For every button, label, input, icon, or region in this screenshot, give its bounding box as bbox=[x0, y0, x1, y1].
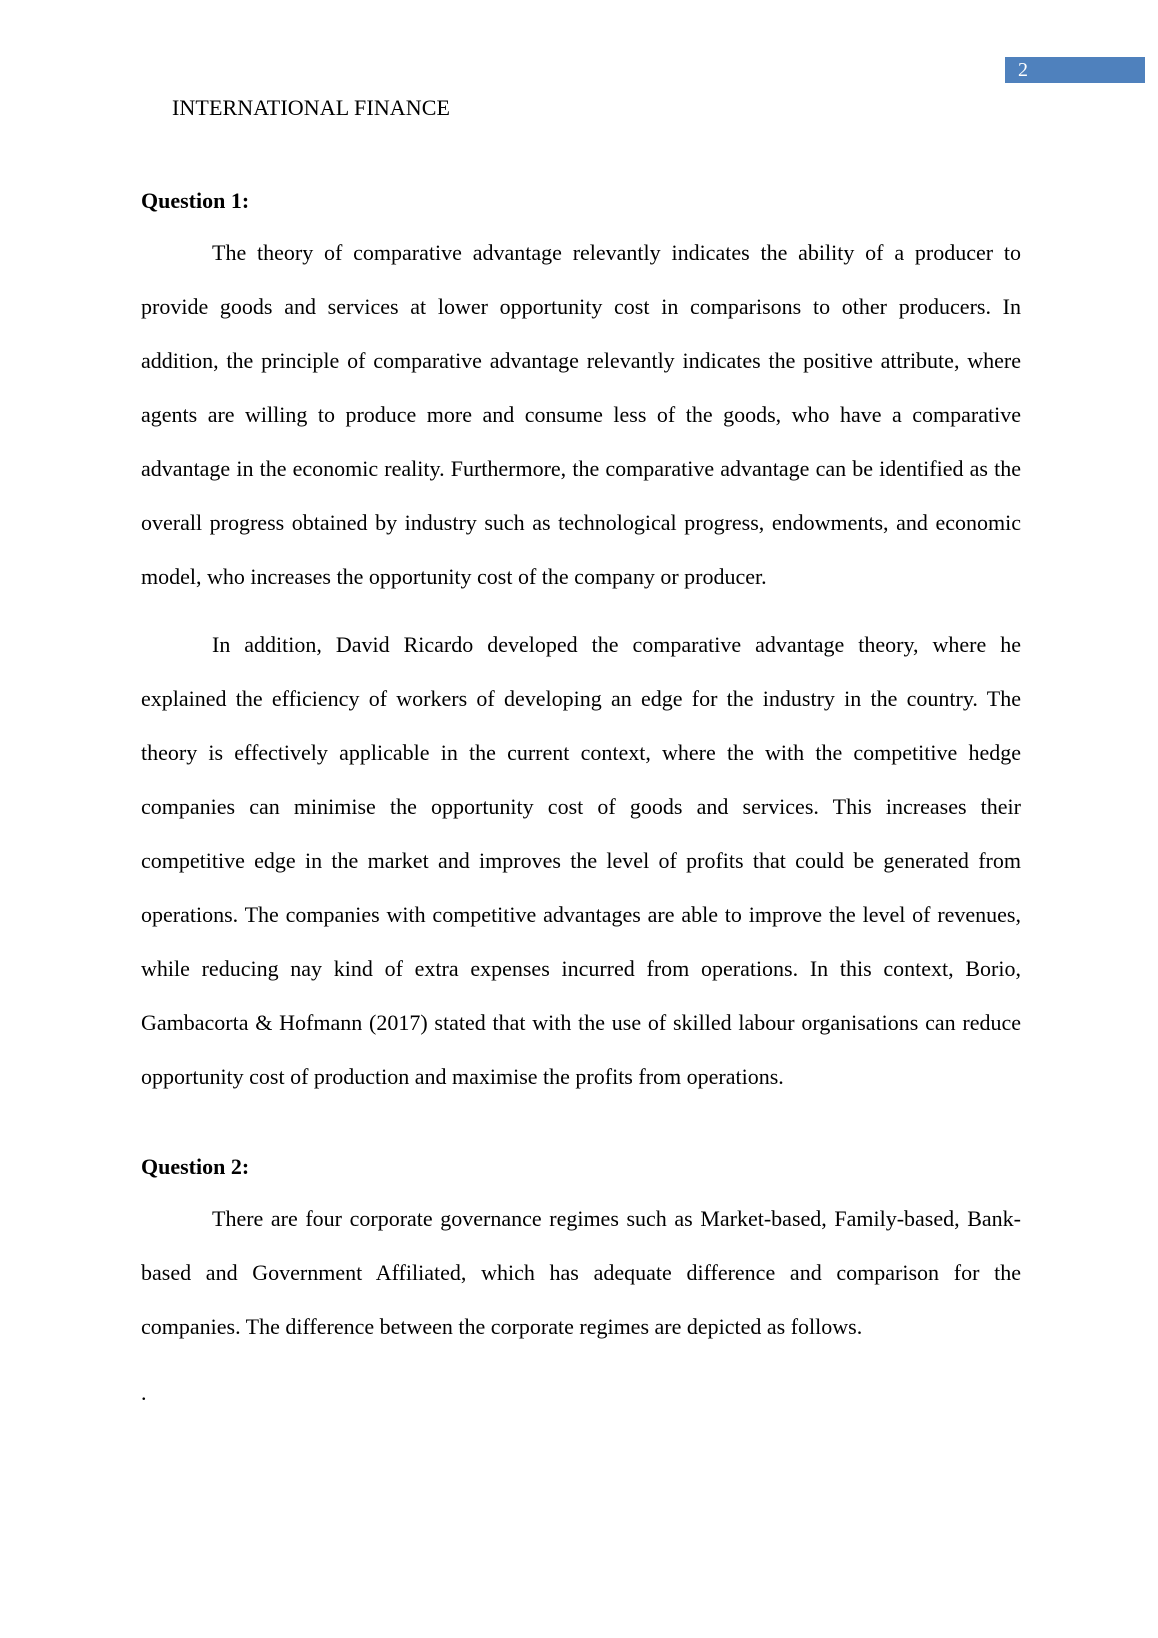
running-head: INTERNATIONAL FINANCE bbox=[172, 95, 451, 120]
section-heading-question-2: Question 2: bbox=[141, 1154, 250, 1179]
trailing-period: . bbox=[141, 1380, 147, 1405]
section-heading-question-1: Question 1: bbox=[141, 188, 250, 213]
paragraph-question-1-2: In addition, David Ricardo developed the comparative advantage theory, where he explained the efficiency of workers of developing an edge for the industry in the country. The theory is effectively applicable in the current context, where the with the competitive hedge companies can minimise the opportunity cost of goods and services. This increases their competitive edge in the market and improves the level of profits that could be generated from operations. The companies with competitive advantages are able to improve the level of revenues, while reducing nay kind of extra expenses incurred from operations. In this context, Borio, Gambacorta & Hofmann (2017) stated that with the use of skilled labour organisations can reduce opportunity cost of production and maximise the profits from operations. bbox=[141, 632, 1021, 1089]
page-number-badge: 2 bbox=[1005, 57, 1145, 83]
paragraph-question-2-1: There are four corporate governance regimes such as Market-based, Family-based, Bank-based and Government Affiliated, which has adequate difference and comparison for the companies. The difference between the corporate regimes are depicted as follows. bbox=[141, 1206, 1021, 1339]
document-body bbox=[141, 186, 1021, 1420]
paragraph-question-1-1: The theory of comparative advantage relevantly indicates the ability of a producer to provide goods and services at lower opportunity cost in comparisons to other producers. In addition, the principle of comparative advantage relevantly indicates the positive attribute, where agents are willing to produce more and consume less of the goods, who have a comparative advantage in the economic reality. Furthermore, the comparative advantage can be identified as the overall progress obtained by industry such as technological progress, endowments, and economic model, who increases the opportunity cost of the company or producer. bbox=[141, 240, 1021, 589]
